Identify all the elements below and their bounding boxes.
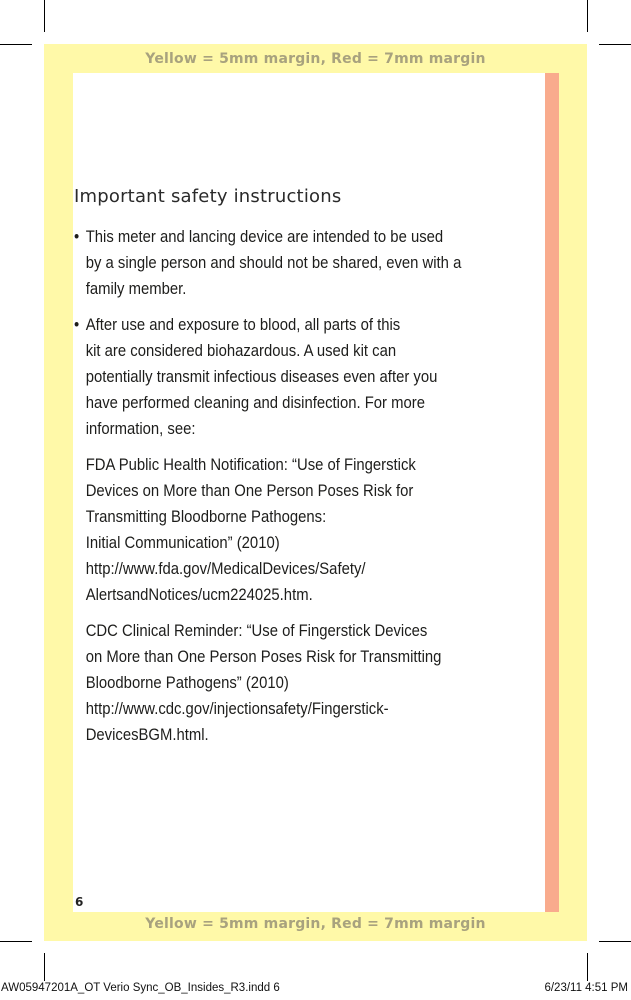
red-margin-strip <box>545 73 559 912</box>
crop-mark <box>44 0 45 32</box>
crop-mark <box>599 941 631 942</box>
text-line: Initial Communication” (2010) <box>85 534 280 552</box>
text-line: potentially transmit infectious diseases even after you <box>85 368 438 386</box>
safety-section <box>74 186 544 758</box>
bullet-marker: • <box>74 316 80 334</box>
text-line: family member. <box>85 280 187 298</box>
crop-mark <box>599 44 631 45</box>
crop-mark <box>587 953 588 981</box>
bullet-marker: • <box>74 228 80 246</box>
reference-cdc <box>86 618 542 748</box>
crop-mark <box>0 941 32 942</box>
slug-datetime: 6/23/11 4:51 PM <box>544 982 628 994</box>
text-line: CDC Clinical Reminder: “Use of Fingerstick Devices <box>85 622 428 640</box>
reference-url: http://www.fda.gov/MedicalDevices/Safety/ <box>85 560 366 578</box>
text-line: kit are considered biohazardous. A used kit can <box>85 342 397 360</box>
page-number: 6 <box>75 895 84 909</box>
text-line: After use and exposure to blood, all parts of this <box>85 316 401 334</box>
section-heading: Important safety instructions <box>74 186 342 207</box>
text-line: Transmitting Bloodborne Pathogens: <box>85 508 327 526</box>
bullet-text <box>86 224 542 302</box>
crop-mark <box>0 44 32 45</box>
text-line: information, see: <box>85 420 196 438</box>
text-line: by a single person and should not be shared, even with a <box>85 254 462 272</box>
text-line: Bloodborne Pathogens” (2010) <box>85 674 289 692</box>
slug-filename: AW05947201A_OT Verio Sync_OB_Insides_R3.indd 6 <box>1 982 280 994</box>
bullet-text <box>86 312 542 442</box>
reference-url: http://www.cdc.gov/injectionsafety/Fingerstick- <box>85 700 389 718</box>
bullet-item <box>74 312 542 442</box>
bullet-item <box>74 224 542 302</box>
text-line: on More than One Person Poses Risk for Transmitting <box>85 648 442 666</box>
text-line: This meter and lancing device are intended to be used <box>85 228 444 246</box>
margin-guide-bottom-label: Yellow = 5mm margin, Red = 7mm margin <box>145 916 486 932</box>
section-body <box>74 224 542 748</box>
reference-fda <box>86 452 542 608</box>
text-line: have performed cleaning and disinfection. For more <box>85 394 425 412</box>
crop-mark <box>44 953 45 981</box>
reference-url: DevicesBGM.html. <box>85 726 209 744</box>
text-line: FDA Public Health Notification: “Use of Fingerstick <box>85 456 416 474</box>
text-line: Devices on More than One Person Poses Risk for <box>85 482 414 500</box>
crop-mark <box>587 0 588 32</box>
margin-guide-top-label: Yellow = 5mm margin, Red = 7mm margin <box>145 51 486 67</box>
reference-url: AlertsandNotices/ucm224025.htm. <box>85 586 313 604</box>
